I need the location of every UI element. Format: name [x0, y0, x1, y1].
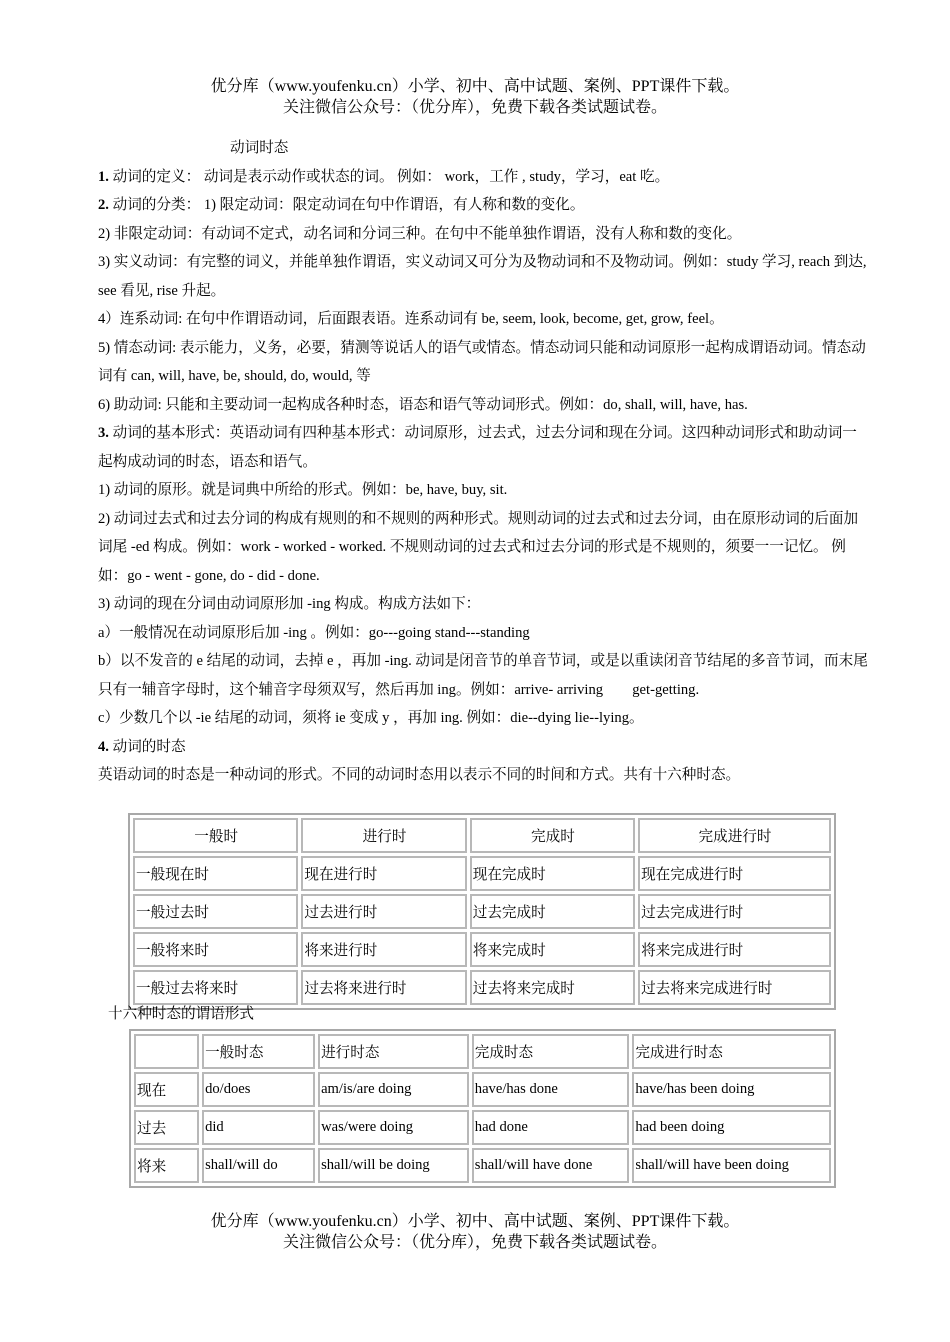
table-cell: 将来完成进行时: [638, 932, 831, 967]
header-line-2: 关注微信公众号：（优分库），免费下载各类试题试卷。: [282, 99, 667, 116]
table-cell: 过去进行时: [301, 894, 466, 929]
table-cell: 现在: [134, 1072, 199, 1107]
table-cell: 一般将来时: [133, 932, 298, 967]
paragraph: [98, 163, 870, 192]
table-cell: 一般过去时: [133, 894, 298, 929]
paragraph: [98, 248, 870, 305]
paragraph-text: 动词的基本形式：英语动词有四种基本形式：动词原形，过去式，过去分词和现在分词。这四种动词形式和助动词一起构成动词的时态，语态和语气。: [98, 425, 857, 470]
document-body: [98, 134, 870, 790]
table-cell: 过去将来完成进行时: [638, 970, 831, 1005]
paragraph: [98, 505, 870, 591]
table-cell: 过去完成时: [470, 894, 635, 929]
table-cell: 现在完成进行时: [638, 856, 831, 891]
paragraph: [98, 391, 870, 420]
table-cell: 一般现在时: [133, 856, 298, 891]
paragraph-text: 3) 动词的现在分词由动词原形加 -ing 构成。构成方法如下：: [98, 596, 481, 612]
page-footer: [0, 1211, 950, 1253]
paragraph-text: 2) 动词过去式和过去分词的构成有规则的和不规则的两种形式。规则动词的过去式和过去分词，由在原形动词的后面加词尾 -ed 构成。例如：work - worked - worked. 不规则动词的过去式和过去分词的形式是不规则的，须要一一记忆。 例如：go - went - gone, do - did - done.: [98, 510, 859, 584]
paragraph: [98, 476, 870, 505]
tense-table: [128, 813, 836, 1010]
paragraph: [98, 590, 870, 619]
header-line-1: 优分库（www.youfenku.cn）小学、初中、高中试题、案例、PPT课件下载。: [210, 78, 740, 95]
table-row: [133, 970, 831, 1005]
paragraph-text: 英语动词的时态是一种动词的形式。不同的动词时态用以表示不同的时间和方式。共有十六种时态。: [98, 767, 741, 783]
table-cell: had been doing: [632, 1110, 831, 1145]
paragraph: [98, 191, 870, 220]
paragraph: [98, 220, 870, 249]
table-cell: 将来进行时: [301, 932, 466, 967]
paragraph: [98, 704, 870, 733]
footer-line-2: 关注微信公众号：（优分库），免费下载各类试题试卷。: [282, 1234, 667, 1251]
verb-forms-table: [129, 1029, 836, 1188]
table-row: [134, 1110, 831, 1145]
table-cell: do/does: [202, 1072, 315, 1107]
table-header-row: [133, 818, 831, 853]
paragraph-text: 6) 助动词: 只能和主要动词一起构成各种时态，语态和语气等动词形式。例如：do, shall, will, have, has.: [98, 396, 748, 413]
table-cell: did: [202, 1110, 315, 1145]
paragraph: [98, 619, 870, 648]
table-cell: 现在完成时: [470, 856, 635, 891]
table-row: [133, 932, 831, 967]
paragraph-number: 2.: [98, 197, 109, 213]
table-row: [134, 1072, 831, 1107]
table-cell: 过去将来完成时: [470, 970, 635, 1005]
table-cell: 将来完成时: [470, 932, 635, 967]
table-header-cell: 完成进行时: [638, 818, 831, 853]
table-header-cell: 进行时态: [318, 1034, 469, 1069]
table-header-cell: 进行时: [301, 818, 466, 853]
paragraph-text: 动词的定义： 动词是表示动作或状态的词。 例如： work，工作 , study，学习，eat 吃。: [108, 168, 670, 185]
table-cell: 一般过去将来时: [133, 970, 298, 1005]
section-title: 动词时态: [230, 140, 289, 156]
paragraph-text: 1) 动词的原形。就是词典中所给的形式。例如：be, have, buy, sit.: [98, 482, 508, 498]
table-header-row: [134, 1034, 831, 1069]
paragraph-text: 3) 实义动词：有完整的词义，并能单独作谓语，实义动词又可分为及物动词和不及物动词。例如：study 学习, reach 到达, see 看见, rise 升起。: [98, 254, 867, 299]
paragraph: [98, 334, 870, 391]
paragraph: [98, 419, 870, 476]
table-cell: shall/will be doing: [318, 1148, 469, 1183]
paragraph: [98, 733, 870, 762]
table-header-cell: 完成进行时态: [632, 1034, 831, 1069]
table-cell: was/were doing: [318, 1110, 469, 1145]
table-header-cell: 一般时态: [202, 1034, 315, 1069]
paragraph-text: 5) 情态动词: 表示能力，义务，必要，猜测等说话人的语气或情态。情态动词只能和动词原形一起构成谓语动词。情态动词有 can, will, have, be, should, do, would, 等: [98, 339, 866, 384]
paragraph-text: b）以不发音的 e 结尾的动词，去掉 e ，再加 -ing. 动词是闭音节的单音节词，或是以重读闭音节结尾的多音节词，而末尾只有一辅音字母时，这个辅音字母须双写，然后再加 ing。例如：arrive- arriving get-getting.: [98, 653, 868, 698]
paragraph-text: 动词的分类： 1) 限定动词：限定动词在句中作谓语，有人称和数的变化。: [108, 197, 585, 213]
paragraph-text: a）一般情况在动词原形后加 -ing 。例如：go---going stand---standing: [98, 624, 530, 641]
paragraph-text: 2) 非限定动词：有动词不定式，动名词和分词三种。在句中不能单独作谓语，没有人称和数的变化。: [98, 225, 742, 242]
paragraph-number: 4.: [98, 738, 109, 755]
paragraph-text: 动词的时态: [108, 738, 186, 755]
table-header-cell: [134, 1034, 199, 1069]
table-cell: 将来: [134, 1148, 199, 1183]
table-row: [133, 894, 831, 929]
table-cell: have/has done: [472, 1072, 630, 1107]
table-cell: shall/will do: [202, 1148, 315, 1183]
paragraph: [98, 647, 870, 704]
table-cell: shall/will have been doing: [632, 1148, 831, 1183]
table-row: [134, 1148, 831, 1183]
paragraph-text: 4）连系动词: 在句中作谓语动词，后面跟表语。连系动词有 be, seem, look, become, get, grow, feel。: [98, 311, 724, 327]
paragraph-number: 3.: [98, 425, 109, 441]
table-cell: 过去完成进行时: [638, 894, 831, 929]
table-cell: 过去将来进行时: [301, 970, 466, 1005]
table-cell: 现在进行时: [301, 856, 466, 891]
table-header-cell: 一般时: [133, 818, 298, 853]
paragraph-text: c）少数几个以 -ie 结尾的动词，须将 ie 变成 y ，再加 ing. 例如：die--dying lie--lying。: [98, 710, 644, 726]
table-row: [133, 856, 831, 891]
paragraph: [98, 761, 870, 790]
table-cell: 过去: [134, 1110, 199, 1145]
table-header-cell: 完成时: [470, 818, 635, 853]
table-caption: 十六种时态的谓语形式: [108, 1006, 254, 1022]
table-cell: shall/will have done: [472, 1148, 630, 1183]
footer-line-1: 优分库（www.youfenku.cn）小学、初中、高中试题、案例、PPT课件下载。: [210, 1213, 740, 1230]
paragraph: [98, 305, 870, 334]
paragraph-number: 1.: [98, 168, 109, 185]
table-cell: had done: [472, 1110, 630, 1145]
table-header-cell: 完成时态: [472, 1034, 630, 1069]
table-cell: am/is/are doing: [318, 1072, 469, 1107]
table-cell: have/has been doing: [632, 1072, 831, 1107]
page-header: [0, 76, 950, 118]
